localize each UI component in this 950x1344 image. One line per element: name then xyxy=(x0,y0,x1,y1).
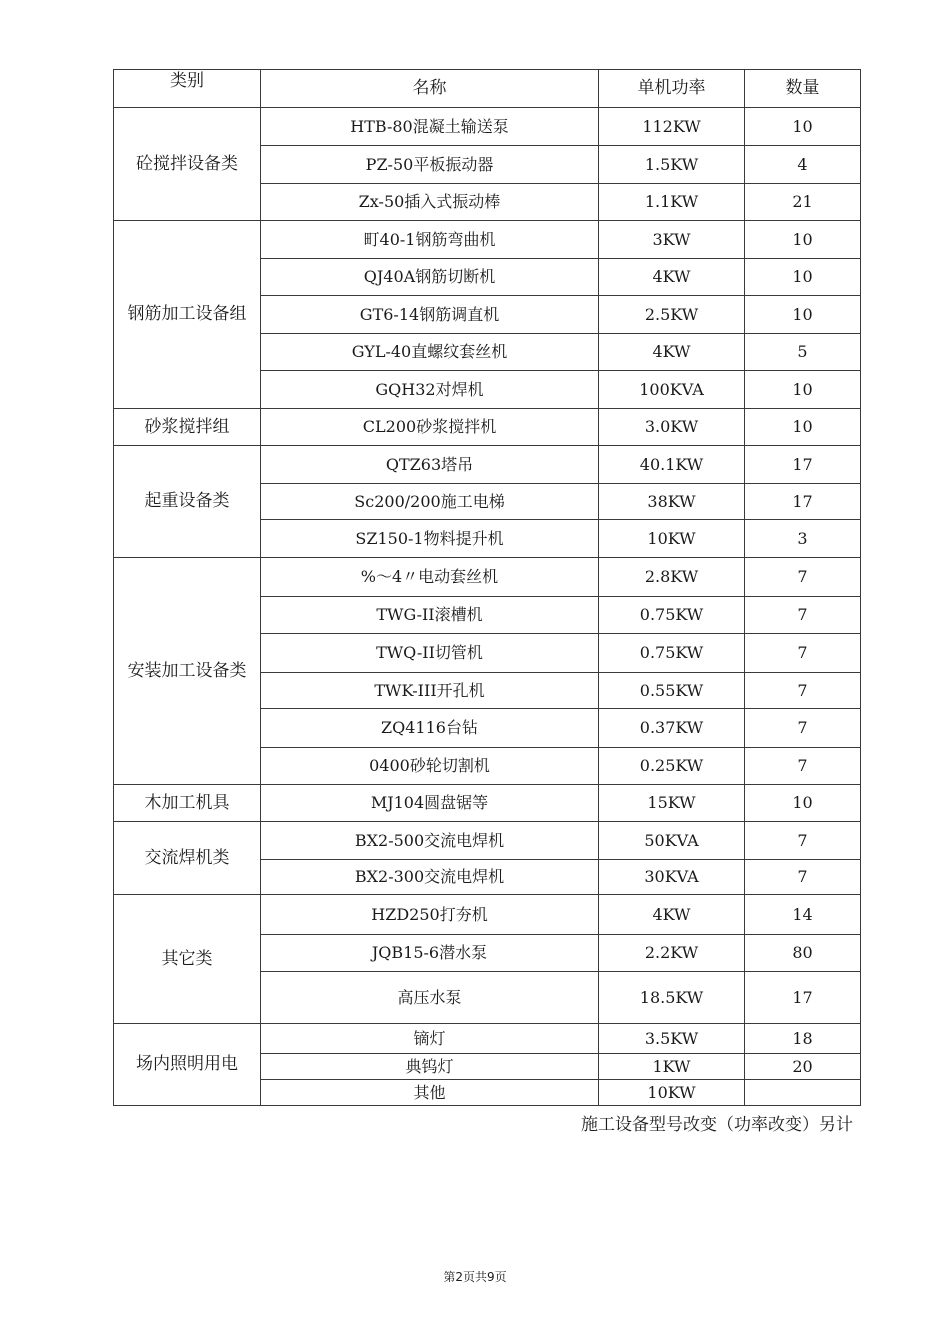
power-cell: 0.75KW xyxy=(599,597,745,634)
table-row xyxy=(114,558,861,597)
power-cell: 0.75KW xyxy=(599,634,745,673)
quantity-cell: 7 xyxy=(745,634,861,673)
power-cell: 100KVA xyxy=(599,371,745,409)
name-cell: TWQ-II切管机 xyxy=(261,634,599,673)
name-cell: 高压水泵 xyxy=(261,972,599,1024)
name-cell: MJ104圆盘锯等 xyxy=(261,785,599,822)
table-row xyxy=(114,785,861,822)
quantity-cell: 3 xyxy=(745,520,861,558)
power-cell: 1.5KW xyxy=(599,146,745,184)
power-cell: 2.2KW xyxy=(599,935,745,972)
name-cell: CL200砂浆搅拌机 xyxy=(261,409,599,446)
table-row xyxy=(114,446,861,484)
power-cell: 18.5KW xyxy=(599,972,745,1024)
quantity-cell: 7 xyxy=(745,673,861,709)
name-cell: GT6-14钢筋调直机 xyxy=(261,296,599,334)
quantity-cell: 17 xyxy=(745,972,861,1024)
table-row xyxy=(114,108,861,146)
power-cell: 3.5KW xyxy=(599,1024,745,1054)
name-cell: TWG-II滚槽机 xyxy=(261,597,599,634)
power-cell: 10KW xyxy=(599,520,745,558)
name-cell: BX2-300交流电焊机 xyxy=(261,860,599,895)
power-cell: 4KW xyxy=(599,895,745,935)
category-cell: 安装加工设备类 xyxy=(114,558,261,785)
quantity-cell: 7 xyxy=(745,558,861,597)
quantity-cell xyxy=(745,1080,861,1106)
header-name: 名称 xyxy=(261,70,599,108)
table-row xyxy=(114,221,861,259)
category-cell: 砼搅拌设备类 xyxy=(114,108,261,221)
table-row xyxy=(114,822,861,860)
quantity-cell: 80 xyxy=(745,935,861,972)
name-cell: TWK-III开孔机 xyxy=(261,673,599,709)
quantity-cell: 10 xyxy=(745,296,861,334)
quantity-cell: 7 xyxy=(745,822,861,860)
power-cell: 4KW xyxy=(599,334,745,371)
power-cell: 38KW xyxy=(599,484,745,520)
category-cell: 场内照明用电 xyxy=(114,1024,261,1106)
name-cell: ZQ4116台钻 xyxy=(261,709,599,748)
equipment-table xyxy=(113,69,861,1106)
quantity-cell: 7 xyxy=(745,597,861,634)
quantity-cell: 17 xyxy=(745,446,861,484)
name-cell: 0400砂轮切割机 xyxy=(261,748,599,785)
quantity-cell: 7 xyxy=(745,748,861,785)
quantity-cell: 14 xyxy=(745,895,861,935)
power-cell: 15KW xyxy=(599,785,745,822)
quantity-cell: 10 xyxy=(745,409,861,446)
quantity-cell: 7 xyxy=(745,860,861,895)
name-cell: 镝灯 xyxy=(261,1024,599,1054)
power-cell: 2.5KW xyxy=(599,296,745,334)
power-cell: 2.8KW xyxy=(599,558,745,597)
power-cell: 40.1KW xyxy=(599,446,745,484)
table-note: 施工设备型号改变（功率改变）另计 xyxy=(581,1115,853,1135)
name-cell: BX2-500交流电焊机 xyxy=(261,822,599,860)
name-cell: QTZ63塔吊 xyxy=(261,446,599,484)
name-cell: QJ40A钢筋切断机 xyxy=(261,259,599,296)
power-cell: 112KW xyxy=(599,108,745,146)
table-row xyxy=(114,1024,861,1054)
quantity-cell: 5 xyxy=(745,334,861,371)
name-cell: GQH32对焊机 xyxy=(261,371,599,409)
quantity-cell: 10 xyxy=(745,259,861,296)
power-cell: 1KW xyxy=(599,1054,745,1080)
quantity-cell: 4 xyxy=(745,146,861,184)
category-cell: 其它类 xyxy=(114,895,261,1024)
power-cell: 0.25KW xyxy=(599,748,745,785)
power-cell: 3.0KW xyxy=(599,409,745,446)
quantity-cell: 10 xyxy=(745,108,861,146)
power-cell: 4KW xyxy=(599,259,745,296)
header-row xyxy=(114,70,861,108)
category-cell: 钢筋加工设备组 xyxy=(114,221,261,409)
power-cell: 1.1KW xyxy=(599,184,745,221)
power-cell: 10KW xyxy=(599,1080,745,1106)
header-category: 类别 xyxy=(114,70,261,108)
quantity-cell: 21 xyxy=(745,184,861,221)
quantity-cell: 10 xyxy=(745,371,861,409)
category-cell: 砂浆搅拌组 xyxy=(114,409,261,446)
quantity-cell: 10 xyxy=(745,785,861,822)
name-cell: PZ-50平板振动器 xyxy=(261,146,599,184)
name-cell: %〜4〃电动套丝机 xyxy=(261,558,599,597)
power-cell: 0.55KW xyxy=(599,673,745,709)
table-row xyxy=(114,409,861,446)
power-cell: 3KW xyxy=(599,221,745,259)
quantity-cell: 18 xyxy=(745,1024,861,1054)
name-cell: SZ150-1物料提升机 xyxy=(261,520,599,558)
table-row xyxy=(114,895,861,935)
name-cell: JQB15-6潜水泵 xyxy=(261,935,599,972)
name-cell: GYL-40直螺纹套丝机 xyxy=(261,334,599,371)
quantity-cell: 17 xyxy=(745,484,861,520)
name-cell: HTB-80混凝土输送泵 xyxy=(261,108,599,146)
power-cell: 30KVA xyxy=(599,860,745,895)
category-cell: 起重设备类 xyxy=(114,446,261,558)
page-number: 第2页共9页 xyxy=(443,1270,507,1284)
category-cell: 交流焊机类 xyxy=(114,822,261,895)
power-cell: 50KVA xyxy=(599,822,745,860)
category-cell: 木加工机具 xyxy=(114,785,261,822)
name-cell: 町40-1钢筋弯曲机 xyxy=(261,221,599,259)
power-cell: 0.37KW xyxy=(599,709,745,748)
quantity-cell: 10 xyxy=(745,221,861,259)
name-cell: Zx-50插入式振动棒 xyxy=(261,184,599,221)
name-cell: HZD250打夯机 xyxy=(261,895,599,935)
name-cell: 其他 xyxy=(261,1080,599,1106)
quantity-cell: 20 xyxy=(745,1054,861,1080)
name-cell: Sc200/200施工电梯 xyxy=(261,484,599,520)
header-quantity: 数量 xyxy=(745,70,861,108)
quantity-cell: 7 xyxy=(745,709,861,748)
name-cell: 典钨灯 xyxy=(261,1054,599,1080)
header-power: 单机功率 xyxy=(599,70,745,108)
